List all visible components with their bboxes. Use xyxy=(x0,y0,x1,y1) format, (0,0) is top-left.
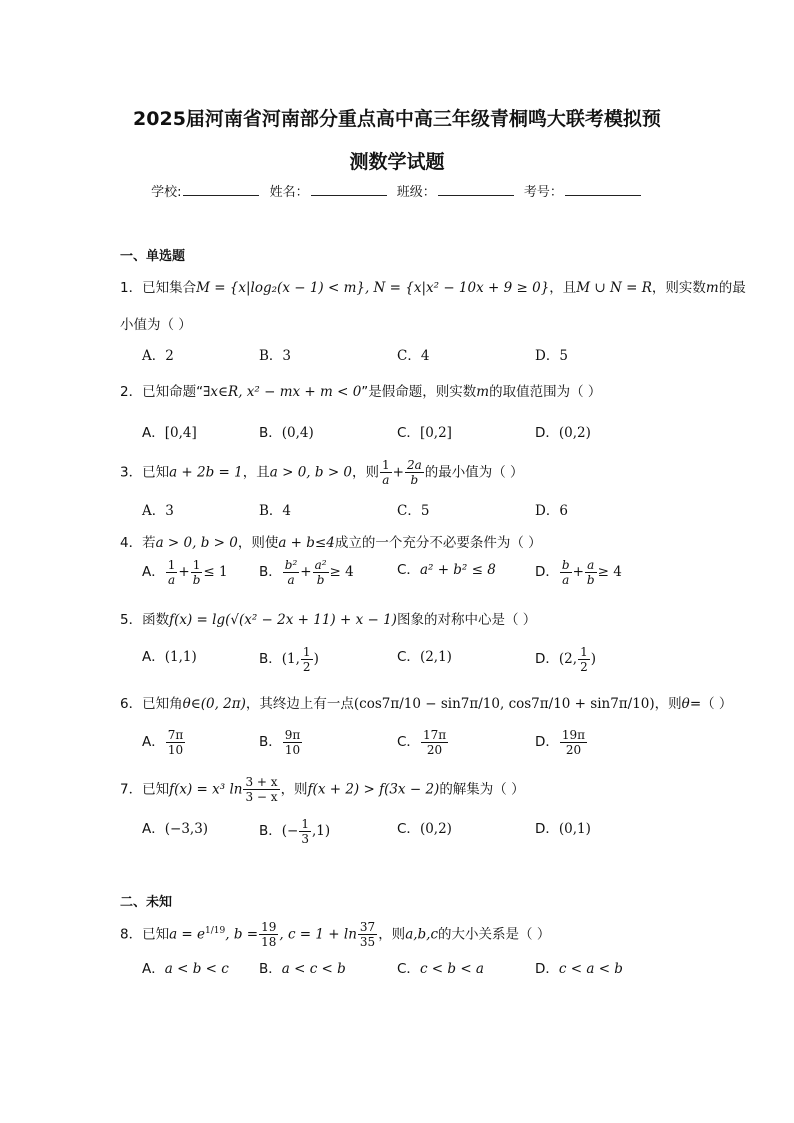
class-label: 班级： xyxy=(396,185,436,200)
q5-d-post: ) xyxy=(590,651,596,667)
q4-c-value: a² + b² ≤ 8 xyxy=(419,562,496,578)
q7-eq2: f(x + 2) > f(3x − 2) xyxy=(307,781,440,798)
question-1-line2: 小值为（ ） xyxy=(120,317,192,333)
q7-frac xyxy=(243,775,279,804)
q6-b-num: 9π xyxy=(284,728,301,742)
q8-d-value: c < a < b xyxy=(558,961,623,977)
q2-a-value: [0,4] xyxy=(164,425,197,441)
q7-end: 的解集为（ ） xyxy=(439,781,525,798)
student-info-line xyxy=(0,181,794,200)
q6-c-num: 17π xyxy=(422,728,447,742)
q1-end: 的最 xyxy=(718,280,746,296)
q3-option-a[interactable]: A．3 xyxy=(142,503,174,519)
q7-a-label: A． xyxy=(142,821,165,837)
q8-b-label: B． xyxy=(259,961,282,977)
q4-a-label: A． xyxy=(142,564,165,580)
q5-prefix: 5．函数 xyxy=(120,612,170,628)
q6-c-label: C． xyxy=(397,734,420,750)
q2-option-c[interactable] xyxy=(397,421,452,441)
q4-prefix: 4．若 xyxy=(120,535,156,551)
q8-option-d[interactable] xyxy=(535,957,623,977)
q8-c-num: 37 xyxy=(359,920,376,934)
q6-option-c[interactable] xyxy=(397,728,449,757)
q2-option-b[interactable] xyxy=(259,421,314,441)
q6-end: ，则 xyxy=(654,696,682,712)
q3-frac1-den: a xyxy=(382,473,390,487)
q1-var: m xyxy=(705,280,719,296)
q8-option-b[interactable] xyxy=(259,957,346,977)
q3-frac1 xyxy=(380,458,392,487)
q5-d-label: D． xyxy=(535,651,559,667)
q3-option-c[interactable]: C．5 xyxy=(397,503,430,519)
q4-d-label: D． xyxy=(535,564,559,580)
q2-c-label: C． xyxy=(397,425,420,441)
name-field[interactable] xyxy=(311,183,387,196)
q6-end2: =（ ） xyxy=(689,696,733,712)
q8-option-c[interactable] xyxy=(397,957,484,977)
question-3 xyxy=(120,458,680,487)
q8-option-a[interactable] xyxy=(142,957,229,977)
q7-b-den: 3 xyxy=(301,832,309,846)
q4-option-d[interactable]: D． $\frac{b}{a}$ + $\frac{a}{b}$ ≥ 4 xyxy=(535,558,622,587)
exam-title-line2: 测数学试题 xyxy=(349,151,445,173)
q3-frac2-num: 2a xyxy=(406,458,422,472)
q3-frac2-den: b xyxy=(410,473,419,487)
q5-b-label: B． xyxy=(259,651,282,667)
q8-c-def: , c = 1 + ln xyxy=(279,926,357,943)
question-2 xyxy=(120,380,680,400)
q5-c-label: C． xyxy=(397,649,420,665)
question-5 xyxy=(120,608,680,628)
q2-b-value: (0,4) xyxy=(281,425,314,441)
q8-b-frac xyxy=(259,920,278,949)
q8-d-label: D． xyxy=(535,961,559,977)
q6-c-den: 20 xyxy=(426,743,443,757)
q2-var: m xyxy=(476,384,490,400)
q3-prefix: 3．已知 xyxy=(120,464,170,481)
name-label: 姓名： xyxy=(269,185,309,200)
question-8 xyxy=(120,920,680,949)
q7-a-value: (−3,3) xyxy=(164,821,209,837)
question-6 xyxy=(120,692,733,712)
q8-b-num: 19 xyxy=(261,920,277,934)
q2-a-label: A． xyxy=(142,425,165,441)
q6-point: (cos7π/10 − sin7π/10, cos7π/10 + sin7π/10) xyxy=(353,696,655,712)
q2-prefix: 2．已知命题“ xyxy=(120,384,204,400)
q6-eq1: θ∈(0, 2π) xyxy=(182,696,246,712)
q6-d-num: 19π xyxy=(561,728,586,742)
q3-end: 的最小值为（ ） xyxy=(424,464,524,481)
q8-prefix: 8．已知 xyxy=(120,926,170,943)
question-7 xyxy=(120,775,680,804)
q5-option-c[interactable] xyxy=(397,645,452,665)
q2-option-d[interactable] xyxy=(535,421,591,441)
q6-b-den: 10 xyxy=(284,743,301,757)
q4-b-tail: ≥ 4 xyxy=(329,564,354,580)
q7-b-label: B． xyxy=(259,823,282,839)
q6-b-label: B． xyxy=(259,734,282,750)
q7-d-label: D． xyxy=(535,821,559,837)
q3-option-d[interactable]: D．6 xyxy=(535,503,568,519)
school-field[interactable] xyxy=(183,183,259,196)
q4-d-tail: ≥ 4 xyxy=(597,564,622,580)
q1-option-b[interactable]: B．3 xyxy=(259,348,292,364)
q6-d-label: D． xyxy=(535,734,559,750)
q1-mid: ，且 xyxy=(549,280,577,296)
q2-end: 的取值范围为（ ） xyxy=(489,384,602,400)
q5-d-den: 2 xyxy=(580,660,588,674)
q2-post: ”是假命题，则实数 xyxy=(361,384,477,400)
class-field[interactable] xyxy=(438,183,514,196)
q3-plus: + xyxy=(392,464,404,481)
q6-option-d[interactable] xyxy=(535,728,588,757)
q7-frac-den: 3 − x xyxy=(245,790,278,804)
q6-prefix: 6．已知角 xyxy=(120,696,183,712)
q3-eq1: a + 2b = 1 xyxy=(169,464,243,481)
q4-eq1: a > 0, b > 0 xyxy=(155,535,238,551)
q1-option-d[interactable]: D．5 xyxy=(535,348,568,364)
question-1 xyxy=(120,276,746,296)
q5-a-label: A． xyxy=(142,649,165,665)
q7-option-d[interactable] xyxy=(535,817,591,837)
q7-c-value: (0,2) xyxy=(419,821,452,837)
school-label: 学校: xyxy=(151,185,182,200)
q5-expr: f(x) = lg(√(x² − 2x + 11) + x − 1) xyxy=(169,612,397,628)
section-heading-single-choice: 一、单选题 xyxy=(120,249,186,264)
q5-option-b[interactable] xyxy=(259,645,319,674)
q4-b-label: B． xyxy=(259,564,282,580)
q7-eq1: f(x) = x³ ln xyxy=(169,781,243,798)
q2-expr: ∃x∈R, x² − mx + m < 0 xyxy=(203,384,362,400)
q2-d-label: D． xyxy=(535,425,559,441)
q4-eq2: a + b≤4 xyxy=(278,535,335,551)
q8-a-label: A． xyxy=(142,961,165,977)
q3-frac2 xyxy=(405,458,424,487)
q8-c-value: c < b < a xyxy=(419,961,484,977)
q5-c-value: (2,1) xyxy=(419,649,452,665)
q6-a-label: A． xyxy=(142,734,165,750)
question-4 xyxy=(120,531,680,551)
q5-a-value: (1,1) xyxy=(164,649,197,665)
q4-option-b[interactable]: B． $\frac{\text{b²}}{a}$ + $\frac{\text{a²}}{b}$ ≥ 4 xyxy=(259,558,354,587)
q8-b-den: 18 xyxy=(261,935,277,949)
q7-frac-num: 3 + x xyxy=(245,775,278,789)
q7-b-num: 1 xyxy=(301,817,309,831)
q6-a-den: 10 xyxy=(167,743,184,757)
q8-b-def: , b = xyxy=(225,926,259,943)
q1-sets: M = {x|log₂(x − 1) < m}, N = {x|x² − 10x + 9 ≥ 0} xyxy=(196,280,550,296)
section-heading-unknown: 二、未知 xyxy=(120,895,173,910)
q5-d-num: 1 xyxy=(580,645,588,659)
q7-prefix: 7．已知 xyxy=(120,781,170,798)
q2-option-a[interactable] xyxy=(142,421,197,441)
q5-option-d[interactable] xyxy=(535,645,596,674)
q8-c-label: C． xyxy=(397,961,420,977)
q5-option-a[interactable] xyxy=(142,645,197,665)
q7-option-a[interactable] xyxy=(142,817,208,837)
q1-option-c[interactable]: C．4 xyxy=(397,348,430,364)
q6-mid: ，其终边上有一点 xyxy=(245,696,354,712)
q7-mid: ，则 xyxy=(280,781,308,798)
q8-end: 的大小关系是（ ） xyxy=(438,926,551,943)
q3-frac1-num: 1 xyxy=(382,458,390,472)
q5-b-post: ) xyxy=(313,651,319,667)
q2-d-value: (0,2) xyxy=(558,425,591,441)
q4-option-a[interactable]: A． $\frac{1}{a}$ + $\frac{1}{b}$ ≤ 1 xyxy=(142,558,228,587)
q8-exponent: 1/19 xyxy=(205,926,226,936)
q6-d-den: 20 xyxy=(565,743,582,757)
q1-prefix: 1．已知集合 xyxy=(120,280,197,296)
q3-eq2: a > 0, b > 0 xyxy=(269,464,353,481)
q4-a-tail: ≤ 1 xyxy=(203,564,228,580)
q1-union: M ∪ N = R xyxy=(576,280,652,296)
q1-option-a[interactable]: A．2 xyxy=(142,348,174,364)
q2-c-value: [0,2] xyxy=(419,425,452,441)
exam-title-line1: 2025届河南省河南部分重点高中高三年级青桐鸣大联考模拟预 xyxy=(133,108,661,130)
q1-post: ，则实数 xyxy=(651,280,706,296)
q5-b-pre: (1, xyxy=(281,651,300,667)
q8-a-value: a < b < c xyxy=(164,961,229,977)
q7-option-c[interactable] xyxy=(397,817,452,837)
number-label: 考号： xyxy=(523,185,563,200)
q7-d-value: (0,1) xyxy=(558,821,591,837)
q8-c-frac xyxy=(358,920,377,949)
q5-b-num: 1 xyxy=(302,645,311,659)
q8-c-den: 35 xyxy=(359,935,376,949)
q4-option-c[interactable] xyxy=(397,558,496,578)
q3-option-b[interactable]: B．4 xyxy=(259,503,292,519)
q7-option-b[interactable] xyxy=(259,817,330,846)
q4-mid: ，则使 xyxy=(237,535,279,551)
q3-mid: ，且 xyxy=(242,464,270,481)
q5-d-pre: (2, xyxy=(558,651,578,667)
q2-b-label: B． xyxy=(259,425,282,441)
q5-end: 图象的对称中心是（ ） xyxy=(396,612,537,628)
q3-mid2: ，则 xyxy=(352,464,380,481)
q8-mid: ，则 xyxy=(378,926,406,943)
q7-b-post: ,1) xyxy=(312,823,331,839)
q7-c-label: C． xyxy=(397,821,420,837)
q8-vars: a,b,c xyxy=(405,926,439,943)
q4-end: 成立的一个充分不必要条件为（ ） xyxy=(334,535,542,551)
q8-a-def: a = e xyxy=(169,926,206,943)
q6-var: θ xyxy=(681,696,690,712)
q6-a-num: 7π xyxy=(167,728,184,742)
q5-b-den: 2 xyxy=(302,660,311,674)
q6-option-b[interactable] xyxy=(259,728,303,757)
q4-c-label: C． xyxy=(397,562,420,578)
q8-b-value: a < c < b xyxy=(281,961,346,977)
q7-b-pre: (− xyxy=(281,823,299,839)
q6-option-a[interactable] xyxy=(142,728,186,757)
number-field[interactable] xyxy=(565,183,641,196)
